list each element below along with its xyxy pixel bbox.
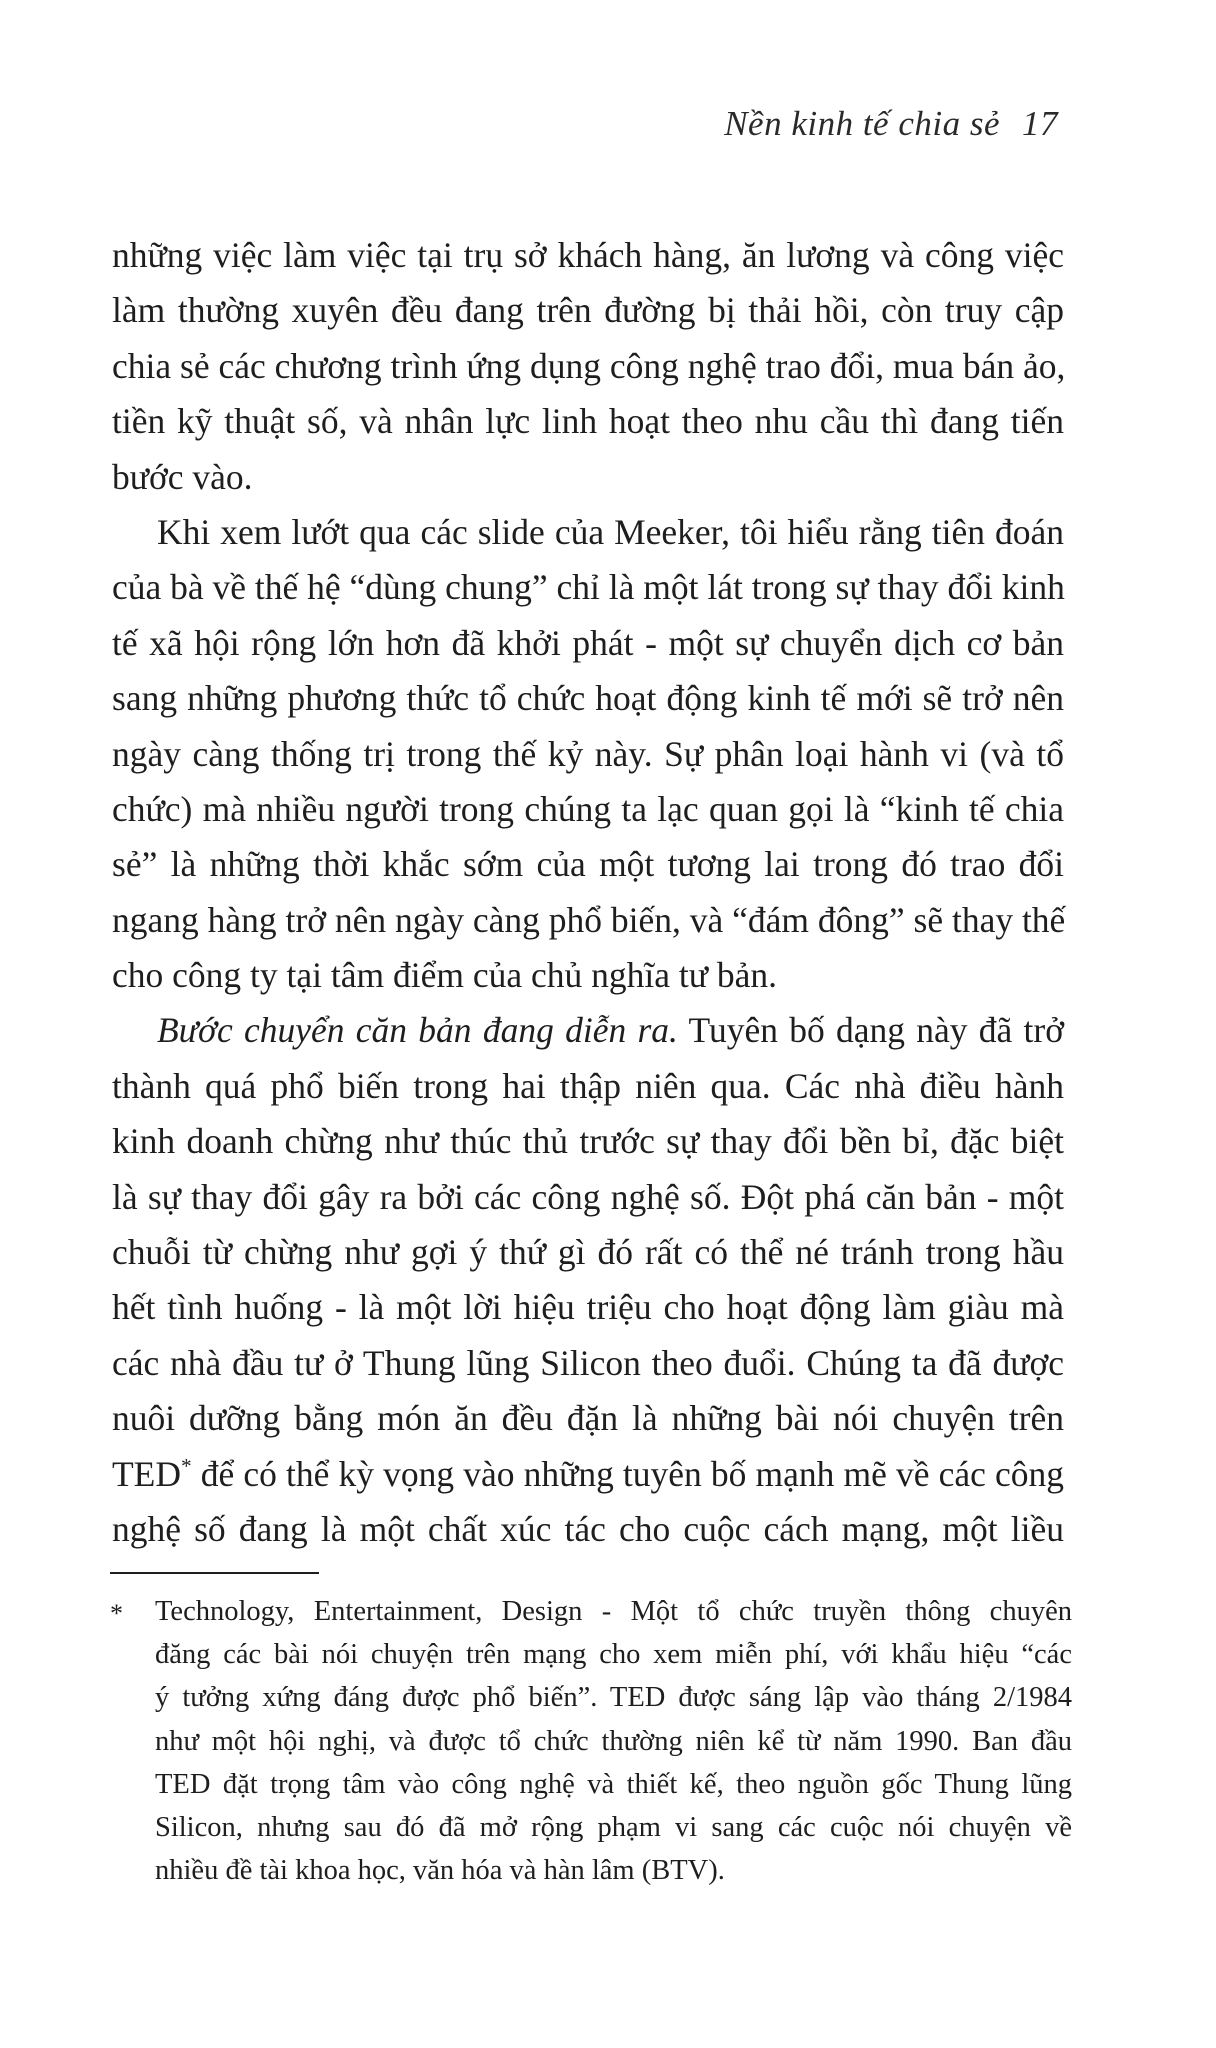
text-line — [112, 1447, 1064, 1502]
text-line: của bà về thế hệ “dùng chung” chỉ là một lát trong sự thay đổi kinh — [112, 567, 1065, 608]
body-text — [112, 228, 1064, 1557]
footnote-line: như một hội nghị, và được tổ chức thường niên kể từ năm 1990. Ban đầu — [155, 1725, 1072, 1757]
footnote-line: đăng các bài nói chuyện trên mạng cho xem miễn phí, với khẩu hiệu “các — [155, 1639, 1072, 1671]
text-line: những việc làm việc tại trụ sở khách hàng, ăn lương và công việc — [112, 235, 1064, 275]
text-line: sang những phương thức tổ chức hoạt động kinh tế mới sẽ trở nên — [112, 678, 1064, 719]
page-number: 17 — [1022, 104, 1058, 143]
footnote-line: Technology, Entertainment, Design - Một tổ chức truyền thông chuyên — [155, 1596, 1072, 1627]
footnote-marker: * — [110, 1599, 123, 1628]
ted-term: TED — [112, 1453, 182, 1494]
text-line: nghệ số đang là một chất xúc tác cho cuộc cách mạng, một liều — [112, 1508, 1064, 1549]
text-line: kinh doanh chừng như thúc thủ trước sự thay đổi bền bỉ, đặc biệt — [112, 1121, 1064, 1162]
text-run: để có thể kỳ vọng vào những tuyên bố mạnh mẽ về các công — [191, 1453, 1064, 1494]
text-line: nuôi dưỡng bằng món ăn đều đặn là những bài nói chuyện trên — [112, 1398, 1064, 1439]
text-line — [112, 1003, 1064, 1058]
footnote-line: Silicon, nhưng sau đó đã mở rộng phạm vi sang các cuộc nói chuyện về — [155, 1811, 1072, 1843]
footnote-line: ý tưởng xứng đáng được phổ biến”. TED được sáng lập vào tháng 2/1984 — [155, 1682, 1072, 1714]
text-line: bước vào. — [112, 456, 253, 497]
footnote — [110, 1590, 1072, 1892]
running-title: Nền kinh tế chia sẻ — [724, 104, 1000, 143]
text-line: cho công ty tại tâm điểm của chủ nghĩa tư bản. — [112, 955, 777, 996]
text-line: Khi xem lướt qua các slide của Meeker, tôi hiểu rằng tiên đoán — [157, 511, 1064, 552]
footnote-body — [155, 1590, 1072, 1892]
text-line: tế xã hội rộng lớn hơn đã khởi phát - một sự chuyển dịch cơ bản — [112, 622, 1064, 663]
footnote-reference: * — [181, 1453, 192, 1478]
text-line: làm thường xuyên đều đang trên đường bị thải hồi, còn truy cập — [112, 290, 1064, 331]
text-run: Tuyên bố dạng này đã trở — [677, 1010, 1064, 1051]
italic-lead: Bước chuyển căn bản đang diễn ra. — [157, 1010, 678, 1051]
text-line: ngày càng thống trị trong thế kỷ này. Sự phân loại hành vi (và tổ — [112, 733, 1064, 774]
text-line: thành quá phổ biến trong hai thập niên qua. Các nhà điều hành — [112, 1065, 1064, 1106]
text-line: chia sẻ các chương trình ứng dụng công nghệ trao đổi, mua bán ảo, — [112, 345, 1066, 386]
running-header — [724, 104, 1058, 144]
text-line: chức) mà nhiều người trong chúng ta lạc quan gọi là “kinh tế chia — [112, 788, 1064, 829]
text-line: tiền kỹ thuật số, và nhân lực linh hoạt theo nhu cầu thì đang tiến — [112, 401, 1064, 442]
footnote-line: TED đặt trọng tâm vào công nghệ và thiết kế, theo nguồn gốc Thung lũng — [155, 1768, 1072, 1800]
text-line: các nhà đầu tư ở Thung lũng Silicon theo đuổi. Chúng ta đã được — [112, 1342, 1064, 1383]
text-line: chuỗi từ chừng như gợi ý thứ gì đó rất có thể né tránh trong hầu — [112, 1232, 1064, 1273]
text-line: hết tình huống - là một lời hiệu triệu cho hoạt động làm giàu mà — [112, 1287, 1064, 1328]
footnote-line: nhiều đề tài khoa học, văn hóa và hàn lâm (BTV). — [155, 1855, 725, 1887]
text-line: ngang hàng trở nên ngày càng phổ biến, và “đám đông” sẽ thay thế — [112, 899, 1066, 940]
footnote-divider — [110, 1572, 319, 1574]
text-line: là sự thay đổi gây ra bởi các công nghệ số. Đột phá căn bản - một — [112, 1176, 1064, 1217]
text-line: sẻ” là những thời khắc sớm của một tương lai trong đó trao đổi — [112, 844, 1064, 885]
